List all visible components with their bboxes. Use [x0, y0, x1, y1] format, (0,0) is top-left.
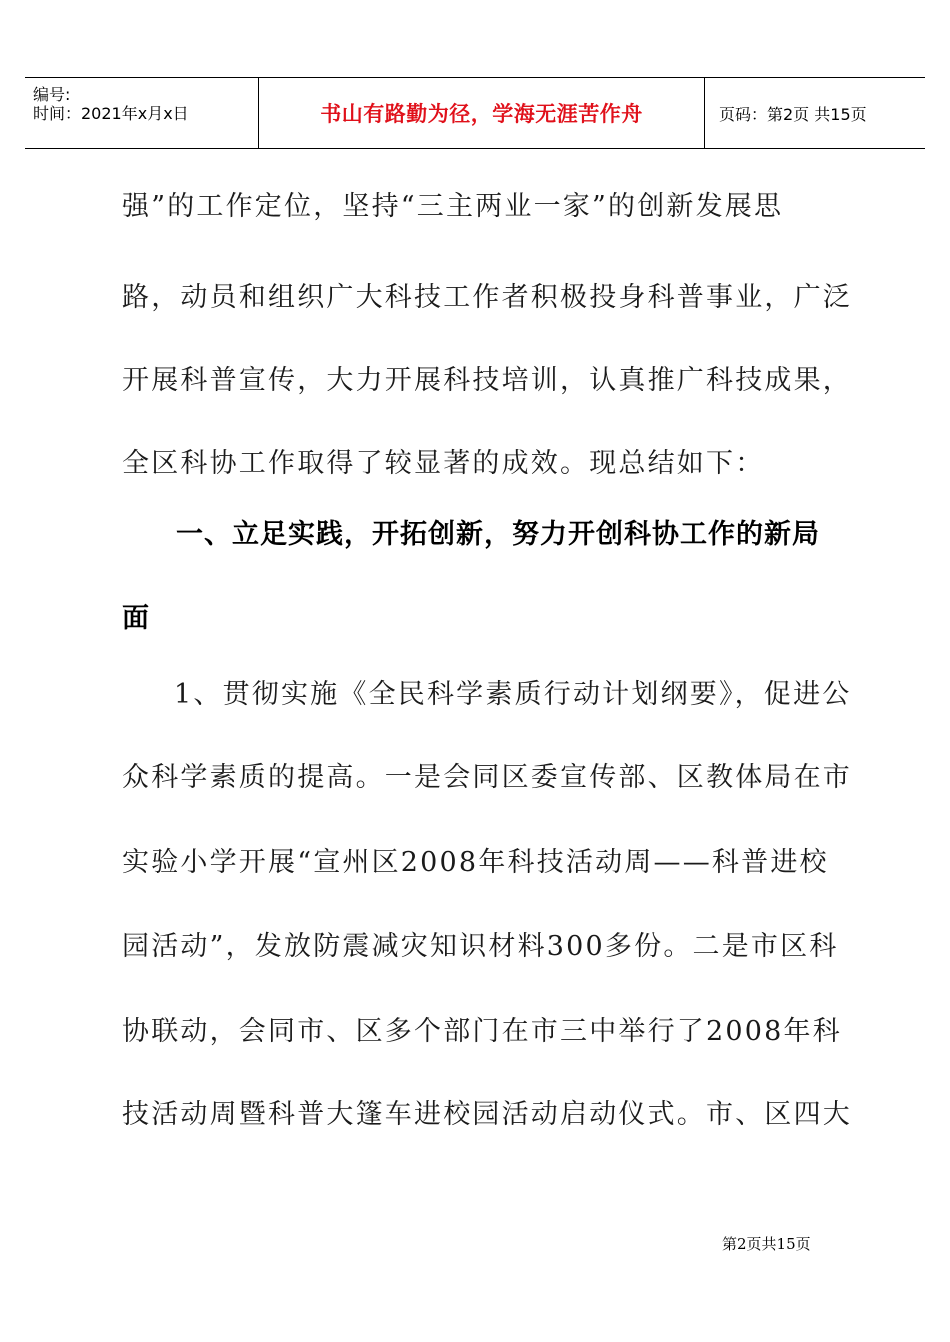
body-line: 全区科协工作取得了较显著的成效。现总结如下：: [122, 448, 765, 479]
section-heading: 一、立足实践，开拓创新，努力开创科协工作的新局: [176, 519, 820, 550]
body-line: 实验小学开展“宣州区2008年科技活动周——科普进校: [122, 847, 829, 878]
page-footer-number: 第2页共15页: [722, 1235, 811, 1253]
section-heading-continued: 面: [122, 603, 150, 634]
header-page-cell: [705, 78, 925, 148]
body-line: 强”的工作定位，坚持“三主两业一家”的创新发展思: [122, 191, 784, 222]
body-line: 技活动周暨科普大篷车进校园活动启动仪式。市、区四大: [122, 1099, 852, 1130]
body-line: 园活动”，发放防震减灾知识材料300多份。二是市区科: [122, 931, 839, 962]
header-motto: 书山有路勤为径，学海无涯苦作舟: [320, 102, 643, 126]
header-info-cell: [25, 78, 259, 148]
page-header: [25, 77, 925, 149]
header-page-number: 页码：第2页 共15页: [719, 104, 867, 124]
header-motto-cell: [259, 78, 705, 148]
body-line: 协联动，会同市、区多个部门在市三中举行了2008年科: [122, 1016, 842, 1047]
body-line: 路，动员和组织广大科技工作者积极投身科普事业，广泛: [122, 282, 852, 313]
body-line: 开展科普宣传，大力开展科技培训，认真推广科技成果，: [122, 365, 852, 396]
document-number-label: 编号:: [33, 85, 71, 104]
document-time-label: 时间：2021年x月x日: [33, 104, 189, 123]
body-line: 众科学素质的提高。一是会同区委宣传部、区教体局在市: [122, 762, 852, 793]
body-line: 1、贯彻实施《全民科学素质行动计划纲要》，促进公: [174, 679, 852, 710]
